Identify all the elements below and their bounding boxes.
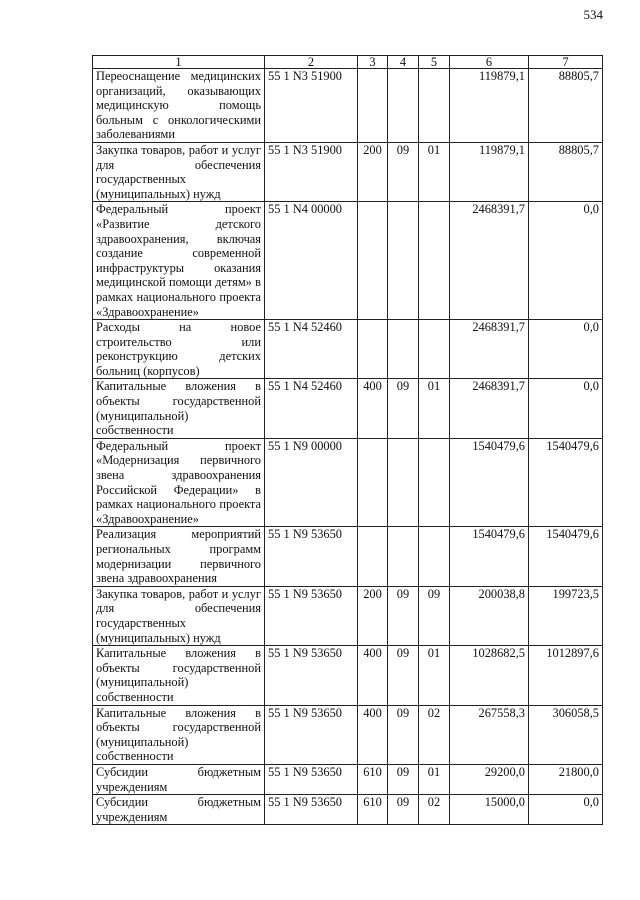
row-value-col7: 88805,7: [529, 142, 603, 201]
row-col4: 09: [388, 586, 419, 645]
row-name: Федеральный проект «Развитие детского здравоохранения, включая создание современной инфраструктуры оказания медицинской помощи детям» в рамках национального проекта «Здравоохранение»: [93, 202, 265, 320]
row-value-col6: 1028682,5: [450, 646, 529, 705]
row-code: 55 1 N9 53650: [265, 764, 358, 794]
row-value-col6: 1540479,6: [450, 438, 529, 527]
row-name: Закупка товаров, работ и услуг для обеспечения государственных (муниципальных) нужд: [93, 142, 265, 201]
row-value-col6: 2468391,7: [450, 320, 529, 379]
row-name: Переоснащение медицинских организаций, оказывающих медицинскую помощь больным с онкологическими заболеваниями: [93, 69, 265, 143]
row-value-col7: 88805,7: [529, 69, 603, 143]
column-header: 7: [529, 56, 603, 69]
row-value-col6: 200038,8: [450, 586, 529, 645]
row-value-col7: 306058,5: [529, 705, 603, 764]
row-col5: 01: [419, 142, 450, 201]
table-row: [93, 527, 603, 586]
row-col4: 09: [388, 795, 419, 825]
row-value-col6: 2468391,7: [450, 202, 529, 320]
row-name: Капитальные вложения в объекты государственной (муниципальной) собственности: [93, 379, 265, 438]
row-col5: [419, 527, 450, 586]
row-value-col6: 2468391,7: [450, 379, 529, 438]
row-col3: 610: [358, 764, 388, 794]
row-code: 55 1 N9 53650: [265, 705, 358, 764]
table-row: [93, 202, 603, 320]
row-col5: 01: [419, 646, 450, 705]
row-col5: [419, 320, 450, 379]
row-value-col6: 1540479,6: [450, 527, 529, 586]
row-name: Закупка товаров, работ и услуг для обеспечения государственных (муниципальных) нужд: [93, 586, 265, 645]
row-name: Капитальные вложения в объекты государственной (муниципальной) собственности: [93, 646, 265, 705]
column-header: 6: [450, 56, 529, 69]
row-code: 55 1 N9 53650: [265, 795, 358, 825]
table-row: [93, 320, 603, 379]
row-code: 55 1 N9 53650: [265, 527, 358, 586]
table-row: [93, 646, 603, 705]
row-col4: 09: [388, 705, 419, 764]
row-col4: 09: [388, 646, 419, 705]
row-value-col7: 1540479,6: [529, 527, 603, 586]
column-header: 2: [265, 56, 358, 69]
table-row: [93, 142, 603, 201]
row-col5: [419, 438, 450, 527]
row-name: Реализация мероприятий региональных программ модернизации первичного звена здравоохранения: [93, 527, 265, 586]
row-col4: [388, 69, 419, 143]
row-value-col7: 0,0: [529, 379, 603, 438]
row-code: 55 1 N4 52460: [265, 320, 358, 379]
row-code: 55 1 N4 00000: [265, 202, 358, 320]
row-value-col6: 29200,0: [450, 764, 529, 794]
row-col5: 01: [419, 379, 450, 438]
table-row: [93, 705, 603, 764]
row-col4: [388, 202, 419, 320]
row-col3: [358, 438, 388, 527]
row-code: 55 1 N9 00000: [265, 438, 358, 527]
row-value-col6: 119879,1: [450, 69, 529, 143]
row-col4: 09: [388, 142, 419, 201]
row-col3: 400: [358, 646, 388, 705]
row-code: 55 1 N9 53650: [265, 646, 358, 705]
column-header: 1: [93, 56, 265, 69]
row-col3: [358, 527, 388, 586]
column-header: 4: [388, 56, 419, 69]
row-name: Расходы на новое строительство или реконструкцию детских больниц (корпусов): [93, 320, 265, 379]
row-col3: 610: [358, 795, 388, 825]
row-code: 55 1 N3 51900: [265, 142, 358, 201]
row-col3: [358, 320, 388, 379]
row-value-col7: 21800,0: [529, 764, 603, 794]
row-col5: 02: [419, 795, 450, 825]
row-value-col7: 0,0: [529, 202, 603, 320]
table-row: [93, 379, 603, 438]
row-name: Федеральный проект «Модернизация первичного звена здравоохранения Российской Федерации» в рамках национального проекта «Здравоохранение»: [93, 438, 265, 527]
row-code: 55 1 N4 52460: [265, 379, 358, 438]
row-value-col7: 0,0: [529, 320, 603, 379]
row-col5: [419, 202, 450, 320]
row-col4: 09: [388, 764, 419, 794]
row-value-col7: 0,0: [529, 795, 603, 825]
row-value-col6: 15000,0: [450, 795, 529, 825]
row-value-col7: 1012897,6: [529, 646, 603, 705]
row-code: 55 1 N9 53650: [265, 586, 358, 645]
row-col3: 400: [358, 705, 388, 764]
row-value-col7: 199723,5: [529, 586, 603, 645]
table-row: [93, 586, 603, 645]
row-col5: 09: [419, 586, 450, 645]
table-row: [93, 69, 603, 143]
row-col3: [358, 202, 388, 320]
row-name: Субсидии бюджетным учреждениям: [93, 795, 265, 825]
row-col4: [388, 527, 419, 586]
row-col3: 200: [358, 586, 388, 645]
budget-table: [92, 55, 603, 825]
header-row: [93, 56, 603, 69]
row-col4: 09: [388, 379, 419, 438]
table-row: [93, 764, 603, 794]
column-header: 5: [419, 56, 450, 69]
row-col3: 400: [358, 379, 388, 438]
column-header: 3: [358, 56, 388, 69]
row-name: Капитальные вложения в объекты государственной (муниципальной) собственности: [93, 705, 265, 764]
row-name: Субсидии бюджетным учреждениям: [93, 764, 265, 794]
row-col5: 01: [419, 764, 450, 794]
page-number: 534: [583, 7, 603, 22]
row-col4: [388, 320, 419, 379]
row-value-col7: 1540479,6: [529, 438, 603, 527]
table-row: [93, 795, 603, 825]
row-code: 55 1 N3 51900: [265, 69, 358, 143]
row-col5: 02: [419, 705, 450, 764]
row-col3: 200: [358, 142, 388, 201]
table-row: [93, 438, 603, 527]
row-value-col6: 119879,1: [450, 142, 529, 201]
row-col4: [388, 438, 419, 527]
row-col5: [419, 69, 450, 143]
row-value-col6: 267558,3: [450, 705, 529, 764]
row-col3: [358, 69, 388, 143]
